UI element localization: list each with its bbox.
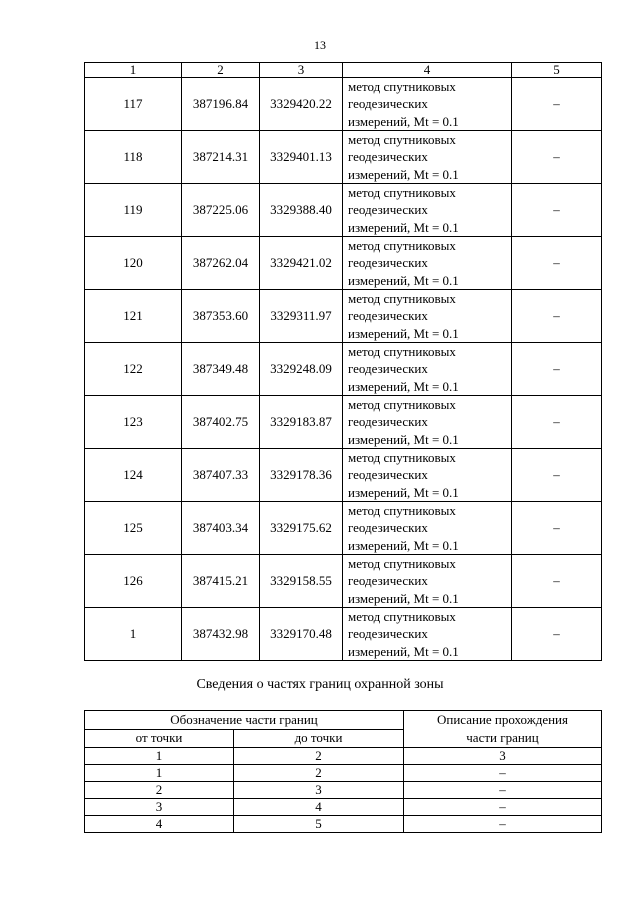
method-cell	[343, 396, 512, 449]
method-line: измерений, Mt = 0.1	[348, 590, 459, 606]
x-coordinate-cell: 387225.06	[182, 184, 260, 237]
from-point-cell: 3	[85, 799, 234, 816]
point-number-cell: 125	[85, 502, 182, 555]
method-line: измерений, Mt = 0.1	[348, 325, 459, 341]
method-line: измерений, Mt = 0.1	[348, 484, 459, 500]
to-point-cell: 3	[234, 782, 404, 799]
point-number-cell: 117	[85, 78, 182, 131]
method-cell	[343, 78, 512, 131]
method-line: геодезических	[348, 361, 428, 377]
method-line: геодезических	[348, 520, 428, 536]
to-point-cell: 2	[234, 748, 404, 765]
table-row	[85, 816, 602, 833]
table-row	[85, 343, 602, 396]
table-row	[85, 131, 602, 184]
point-number-cell: 121	[85, 290, 182, 343]
x-coordinate-cell: 387402.75	[182, 396, 260, 449]
description-cell: 3	[404, 748, 602, 765]
point-number-cell: 126	[85, 555, 182, 608]
method-line: измерений, Mt = 0.1	[348, 431, 459, 447]
table-row	[85, 290, 602, 343]
header-part-description	[404, 711, 602, 748]
method-line: метод спутниковых	[348, 450, 456, 466]
column-header-2: 2	[182, 63, 260, 78]
table-row	[85, 78, 602, 131]
point-number-cell: 1	[85, 608, 182, 661]
description-cell: –	[404, 816, 602, 833]
x-coordinate-cell: 387349.48	[182, 343, 260, 396]
boundary-parts-table-body	[85, 711, 602, 833]
header-part-description-line-2: части границ	[466, 730, 539, 745]
y-coordinate-cell: 3329401.13	[260, 131, 343, 184]
column-header-3: 3	[260, 63, 343, 78]
header-from-point: от точки	[85, 729, 234, 748]
table-row	[85, 237, 602, 290]
table-row	[85, 748, 602, 765]
x-coordinate-cell: 387196.84	[182, 78, 260, 131]
to-point-cell: 2	[234, 765, 404, 782]
method-line: геодезических	[348, 414, 428, 430]
from-point-cell: 1	[85, 765, 234, 782]
method-cell	[343, 237, 512, 290]
page-number: 13	[314, 38, 326, 52]
y-coordinate-cell: 3329388.40	[260, 184, 343, 237]
note-cell: –	[512, 396, 602, 449]
point-number-cell: 119	[85, 184, 182, 237]
column-header-5: 5	[512, 63, 602, 78]
table-row	[85, 608, 602, 661]
method-line: геодезических	[348, 626, 428, 642]
table-row	[85, 449, 602, 502]
note-cell: –	[512, 290, 602, 343]
description-cell: –	[404, 799, 602, 816]
method-cell	[343, 555, 512, 608]
note-cell: –	[512, 502, 602, 555]
method-line: метод спутниковых	[348, 291, 456, 307]
note-cell: –	[512, 78, 602, 131]
header-part-designation: Обозначение части границ	[85, 711, 404, 730]
boundary-parts-table	[84, 710, 602, 833]
table-row	[85, 396, 602, 449]
method-line: измерений, Mt = 0.1	[348, 166, 459, 182]
method-line: геодезических	[348, 255, 428, 271]
point-number-cell: 122	[85, 343, 182, 396]
y-coordinate-cell: 3329170.48	[260, 608, 343, 661]
method-line: измерений, Mt = 0.1	[348, 378, 459, 394]
method-cell	[343, 608, 512, 661]
y-coordinate-cell: 3329158.55	[260, 555, 343, 608]
x-coordinate-cell: 387432.98	[182, 608, 260, 661]
x-coordinate-cell: 387403.34	[182, 502, 260, 555]
from-point-cell: 2	[85, 782, 234, 799]
coordinates-table	[84, 62, 602, 661]
method-line: геодезических	[348, 96, 428, 112]
method-line: метод спутниковых	[348, 185, 456, 201]
table-row	[85, 502, 602, 555]
method-cell	[343, 449, 512, 502]
y-coordinate-cell: 3329420.22	[260, 78, 343, 131]
table-row	[85, 555, 602, 608]
method-line: метод спутниковых	[348, 556, 456, 572]
x-coordinate-cell: 387353.60	[182, 290, 260, 343]
note-cell: –	[512, 343, 602, 396]
method-line: измерений, Mt = 0.1	[348, 113, 459, 129]
note-cell: –	[512, 608, 602, 661]
method-line: геодезических	[348, 308, 428, 324]
method-cell	[343, 290, 512, 343]
header-part-description-line-1: Описание прохождения	[436, 712, 568, 727]
y-coordinate-cell: 3329421.02	[260, 237, 343, 290]
parts-section-title: Сведения о частях границ охранной зоны	[196, 677, 444, 692]
from-point-cell: 4	[85, 816, 234, 833]
description-cell: –	[404, 765, 602, 782]
note-cell: –	[512, 237, 602, 290]
x-coordinate-cell: 387415.21	[182, 555, 260, 608]
method-line: метод спутниковых	[348, 503, 456, 519]
method-cell	[343, 343, 512, 396]
point-number-cell: 120	[85, 237, 182, 290]
from-point-cell: 1	[85, 748, 234, 765]
y-coordinate-cell: 3329183.87	[260, 396, 343, 449]
table-row	[85, 184, 602, 237]
y-coordinate-cell: 3329175.62	[260, 502, 343, 555]
x-coordinate-cell: 387262.04	[182, 237, 260, 290]
method-line: измерений, Mt = 0.1	[348, 272, 459, 288]
table-row	[85, 765, 602, 782]
x-coordinate-cell: 387214.31	[182, 131, 260, 184]
x-coordinate-cell: 387407.33	[182, 449, 260, 502]
method-line: геодезических	[348, 202, 428, 218]
method-line: измерений, Mt = 0.1	[348, 643, 459, 659]
parts-header-row-1	[85, 711, 602, 730]
method-line: геодезических	[348, 467, 428, 483]
method-line: метод спутниковых	[348, 238, 456, 254]
to-point-cell: 4	[234, 799, 404, 816]
method-line: метод спутниковых	[348, 609, 456, 625]
column-header-4: 4	[343, 63, 512, 78]
method-line: метод спутниковых	[348, 132, 456, 148]
y-coordinate-cell: 3329178.36	[260, 449, 343, 502]
method-line: геодезических	[348, 149, 428, 165]
column-header-1: 1	[85, 63, 182, 78]
point-number-cell: 118	[85, 131, 182, 184]
coordinates-header-row	[85, 63, 602, 78]
note-cell: –	[512, 184, 602, 237]
coordinates-table-body	[85, 63, 602, 661]
table-row	[85, 782, 602, 799]
method-line: измерений, Mt = 0.1	[348, 537, 459, 553]
method-line: измерений, Mt = 0.1	[348, 219, 459, 235]
method-cell	[343, 184, 512, 237]
method-cell	[343, 502, 512, 555]
method-line: метод спутниковых	[348, 344, 456, 360]
method-line: метод спутниковых	[348, 397, 456, 413]
point-number-cell: 123	[85, 396, 182, 449]
table-row	[85, 799, 602, 816]
header-to-point: до точки	[234, 729, 404, 748]
note-cell: –	[512, 555, 602, 608]
method-cell	[343, 131, 512, 184]
method-line: геодезических	[348, 573, 428, 589]
y-coordinate-cell: 3329248.09	[260, 343, 343, 396]
y-coordinate-cell: 3329311.97	[260, 290, 343, 343]
point-number-cell: 124	[85, 449, 182, 502]
description-cell: –	[404, 782, 602, 799]
to-point-cell: 5	[234, 816, 404, 833]
method-line: метод спутниковых	[348, 79, 456, 95]
note-cell: –	[512, 131, 602, 184]
note-cell: –	[512, 449, 602, 502]
